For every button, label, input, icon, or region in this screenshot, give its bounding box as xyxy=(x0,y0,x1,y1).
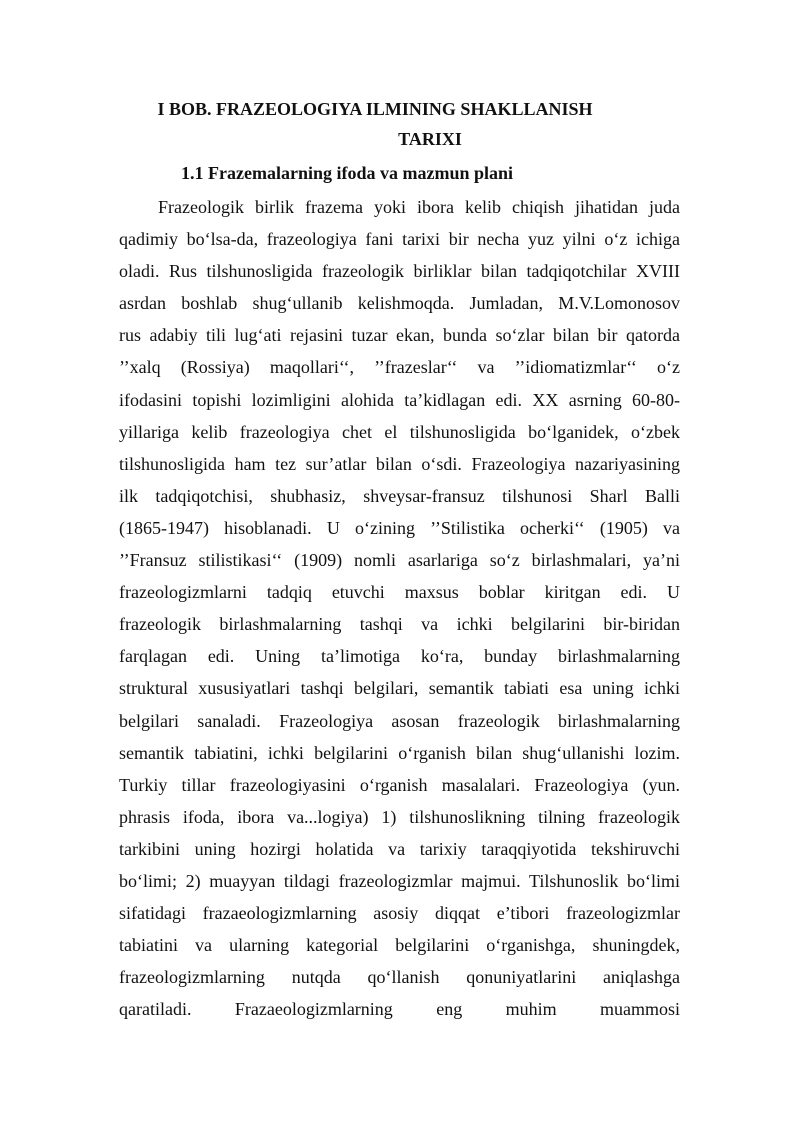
paragraph-line: qaratiladi. Frazaeologizmlarning eng muhim muammosi xyxy=(119,999,680,1020)
paragraph-line: phrasis ifoda, ibora va...logiya) 1) tilshunoslikning tilning frazeologik xyxy=(119,806,680,827)
chapter-title-line-2: TARIXI xyxy=(398,129,462,149)
paragraph-line: ifodasini topishi lozimligini alohida ta’kidlagan edi. XX asrning 60-80- xyxy=(119,389,680,410)
paragraph-line: tilshunosligida ham tez sur’atlar bilan o‘sdi. Frazeologiya nazariyasining xyxy=(119,453,680,474)
paragraph-line: ’’Fransuz stilistikasi‘‘ (1909) nomli asarlariga so‘z birlashmalari, ya’ni xyxy=(119,550,680,571)
paragraph-line: (1865-1947) hisoblanadi. U o‘zining ’’Stilistika ocherki‘‘ (1905) va xyxy=(119,517,680,538)
paragraph-line: frazeologik birlashmalarning tashqi va ichki belgilarini bir-biridan xyxy=(119,614,680,635)
paragraph-line: Frazeologik birlik frazema yoki ibora kelib chiqish jihatidan juda xyxy=(158,197,680,217)
paragraph-line: bo‘limi; 2) muayyan tildagi frazeologizmlar majmui. Tilshunoslik bo‘limi xyxy=(119,870,680,891)
paragraph-line: ’’xalq (Rossiya) maqollari‘‘, ’’frazeslar‘‘ va ’’idiomatizmlar‘‘ o‘z xyxy=(119,357,680,378)
paragraph-line: tarkibini uning hozirgi holatida va tarixiy taraqqiyotida tekshiruvchi xyxy=(119,838,680,859)
paragraph-line: qadimiy bo‘lsa-da, frazeologiya fani tarixi bir necha yuz yilni o‘z ichiga xyxy=(119,229,680,250)
paragraph-line: farqlagan edi. Uning ta’limotiga ko‘ra, bunday birlashmalarning xyxy=(119,646,680,667)
paragraph-line: tabiatini va ularning kategorial belgilarini o‘rganishga, shuningdek, xyxy=(119,935,680,956)
paragraph-line: yillariga kelib frazeologiya chet el tilshunosligida bo‘lganidek, o‘zbek xyxy=(119,421,680,442)
body-paragraph xyxy=(119,191,680,1025)
section-title: 1.1 Frazemalarning ifoda va mazmun plani xyxy=(181,163,513,183)
paragraph-line: sifatidagi frazaeologizmlarning asosiy diqqat e’tibori frazeologizmlar xyxy=(119,903,680,924)
paragraph-line: rus adabiy tili lug‘ati rejasini tuzar ekan, bunda so‘zlar bilan bir qatorda xyxy=(119,325,680,346)
paragraph-line: belgilari sanaladi. Frazeologiya asosan frazeologik birlashmalarning xyxy=(119,710,680,731)
chapter-title xyxy=(120,94,680,154)
paragraph-line: frazeologizmlarni tadqiq etuvchi maxsus boblar kiritgan edi. U xyxy=(119,582,680,603)
paragraph-line: Turkiy tillar frazeologiyasini o‘rganish masalalari. Frazeologiya (yun. xyxy=(119,774,680,795)
paragraph-line: asrdan boshlab shug‘ullanib kelishmoqda. Jumladan, M.V.Lomonosov xyxy=(119,293,680,314)
paragraph-line: frazeologizmlarning nutqda qo‘llanish qonuniyatlarini aniqlashga xyxy=(119,967,680,988)
chapter-title-line-1: I BOB. FRAZEOLOGIYA ILMINING SHAKLLANISH xyxy=(157,99,593,119)
paragraph-line: ilk tadqiqotchisi, shubhasiz, shveysar-fransuz tilshunosi Sharl Balli xyxy=(119,485,680,506)
paragraph-line: struktural xususiyatlari tashqi belgilari, semantik tabiati esa uning ichki xyxy=(119,678,680,699)
paragraph-line: semantik tabiatini, ichki belgilarini o‘rganish bilan shug‘ullanishi lozim. xyxy=(119,742,680,763)
paragraph-line: oladi. Rus tilshunosligida frazeologik birliklar bilan tadqiqotchilar XVIII xyxy=(119,261,680,282)
